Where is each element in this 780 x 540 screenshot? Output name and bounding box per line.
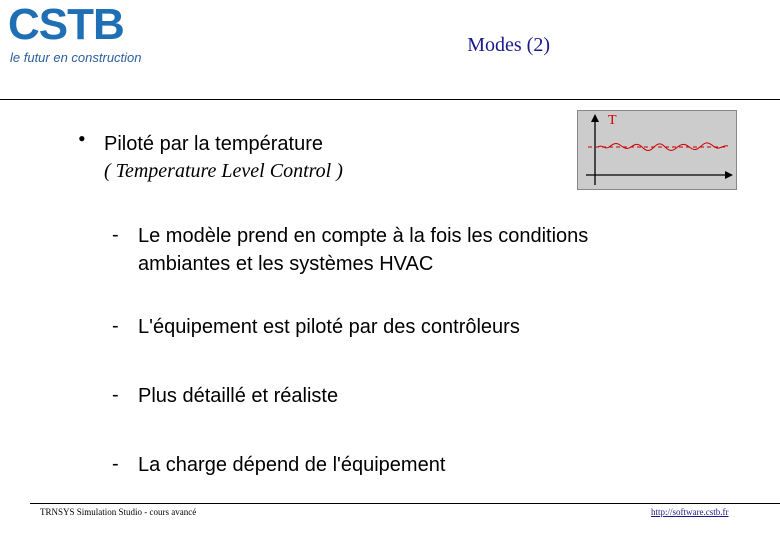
dash-icon: - <box>112 315 119 337</box>
sub-item-1-line-2: ambiantes et les systèmes HVAC <box>138 253 434 275</box>
footer-link[interactable]: http://software.cstb.fr <box>651 507 729 517</box>
sub-item-3: Plus détaillé et réaliste <box>138 385 339 407</box>
dash-icon: - <box>112 384 119 406</box>
cstb-logo <box>8 0 158 68</box>
main-bullet-subtext: ( Temperature Level Control ) <box>104 160 343 182</box>
chart-x-arrow <box>725 171 733 179</box>
main-bullet-subtext-inner: Temperature Level Control <box>115 160 332 182</box>
temperature-chart <box>577 110 737 190</box>
dash-icon: - <box>112 453 119 475</box>
sub-item-4: La charge dépend de l'équipement <box>138 454 446 476</box>
bullet-point-icon: • <box>78 126 86 151</box>
sub-item-1-line-1: Le modèle prend en compte à la fois les conditions <box>138 225 589 247</box>
logo-tagline: le futur en construction <box>10 50 142 65</box>
footer-course-label: TRNSYS Simulation Studio - cours avancé <box>40 507 197 517</box>
logo-wordmark: CSTB <box>8 0 124 49</box>
main-bullet-text: Piloté par la température <box>104 133 324 155</box>
chart-axis-label: T <box>608 113 617 128</box>
sub-item-2: L'équipement est piloté par des contrôleurs <box>138 316 520 338</box>
temperature-chart-svg <box>578 111 736 189</box>
header-divider <box>0 99 780 100</box>
footer-divider <box>30 503 780 504</box>
chart-y-arrow <box>591 114 599 122</box>
dash-icon: - <box>112 224 119 246</box>
slide-title: Modes (2) <box>467 34 550 56</box>
